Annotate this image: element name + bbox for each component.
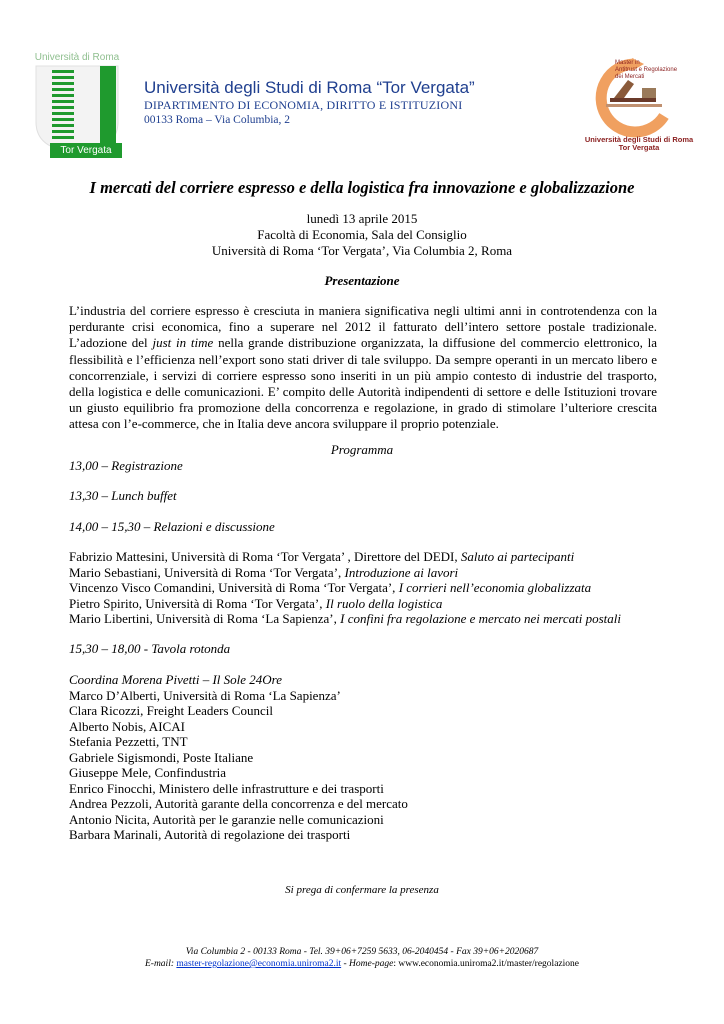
footer-contact: Via Columbia 2 - 00133 Roma - Tel. 39+06+7259 5633, 06-2040454 - Fax 39+06+2020687	[185, 947, 539, 957]
caption-line-2: Tor Vergata	[618, 143, 660, 152]
homepage-url: : www.economia.uniroma2.it/master/regolazione	[393, 959, 579, 969]
speaker-talk: Il ruolo della logistica	[325, 595, 443, 611]
tor-vergata-logo	[32, 52, 122, 158]
program-slot-roundtable: 15,30 – 18,00 - Tavola rotonda	[69, 641, 231, 656]
speaker-name: Pietro Spirito, Università di Roma ‘Tor Vergata’,	[69, 595, 326, 611]
speaker-name: Fabrizio Mattesini, Università di Roma ‘Tor Vergata’ , Direttore del DEDI,	[69, 549, 461, 564]
panelist: Marco D’Alberti, Università di Roma ‘La Sapienza’	[69, 687, 341, 703]
master-line-2: Antitrust e Regolazione	[615, 67, 678, 73]
speaker-row	[69, 611, 621, 627]
speaker-talk: Introduzione ai lavori	[344, 564, 459, 580]
logo-university-text: Università di Roma	[34, 52, 120, 63]
footer-links	[40, 958, 684, 970]
speaker-row	[69, 596, 621, 612]
logo-tor-vergata-label: Tor Vergata	[50, 143, 122, 158]
department-name: DIPARTIMENTO DI ECONOMIA, DIRITTO E ISTITUZIONI	[144, 98, 463, 112]
speaker-row	[69, 580, 621, 596]
event-date: lunedì 13 aprile 2015	[306, 211, 418, 226]
program-heading: Programma	[330, 442, 394, 457]
presentation-text	[69, 303, 657, 433]
presentation-heading: Presentazione	[324, 273, 400, 288]
master-line-3: dei Mercati	[615, 74, 645, 80]
speaker-row	[69, 549, 621, 565]
university-title: Università degli Studi di Roma “Tor Vergata”	[144, 78, 475, 97]
master-line-1: Master in	[615, 60, 640, 66]
speaker-name: Mario Sebastiani, Università di Roma ‘Tor Vergata’,	[69, 564, 345, 580]
speakers-list	[69, 549, 621, 627]
program-slot-talks: 14,00 – 15,30 – Relazioni e discussione	[69, 519, 275, 534]
panelist: Enrico Finocchi, Ministero delle infrastrutture e dei trasporti	[69, 780, 384, 796]
panelist: Antonio Nicita, Autorità per le garanzie nelle comunicazioni	[69, 811, 384, 827]
moderator: Coordina Morena Pivetti – Il Sole 24Ore	[69, 672, 283, 687]
panelist: Clara Ricozzi, Freight Leaders Council	[69, 703, 273, 718]
presentation-text-part-1: L’industria del corriere espresso è cresciuta in maniera significativa negli ultimi anni in controtendenza con la perdurante crisi economica, fino a superare nel 2012 il fatturato dell’intero settore postale tradizionale. L’adozione del	[69, 303, 657, 351]
event-location: Università di Roma ‘Tor Vergata’, Via Columbia 2, Roma	[211, 243, 513, 258]
footer	[40, 946, 684, 970]
email-link[interactable]: master-regolazione@economia.uniroma2.it	[176, 959, 342, 969]
speaker-name: Vincenzo Visco Comandini, Università di Roma ‘Tor Vergata’,	[69, 580, 399, 595]
event-venue: Facoltà di Economia, Sala del Consiglio	[257, 227, 467, 242]
caption-line-1: Università degli Studi di Roma	[584, 135, 694, 144]
homepage-label: - Home-page	[341, 959, 394, 969]
speaker-talk: I confini fra regolazione e mercato nei mercati postali	[340, 611, 622, 626]
panelist: Andrea Pezzoli, Autorità garante della concorrenza e del mercato	[69, 796, 408, 811]
master-title	[615, 60, 677, 81]
event-title: I mercati del corriere espresso e della logistica fra innovazione e globalizzazione	[89, 178, 635, 197]
letterhead	[144, 78, 564, 128]
speaker-talk: Saluto ai partecipanti	[460, 549, 575, 564]
speaker-name: Mario Libertini, Università di Roma ‘La Sapienza’,	[69, 611, 341, 626]
program-slot-registration: 13,00 – Registrazione	[69, 458, 183, 473]
panelist: Giuseppe Mele, Confindustria	[69, 765, 227, 780]
panelist: Barbara Marinali, Autorità di regolazione dei trasporti	[69, 827, 351, 842]
presentation-text-part-2: nella grande distribuzione organizzata, la diffusione del commercio elettronico, la flessibilità e l’efficienza nell’export sono stati driver di tale sviluppo. Da sempre operanti in un mercato libero e concorrenziale, i servizi di corriere espresso sono inseriti in un più ampio contesto di industrie del trasporto, della logistica e delle comunicazioni. E’ compito delle Autorità indipendenti di settore e delle Istituzioni trovare un giusto equilibrio fra promozione della concorrenza e regolazione, in grado di stimolare l’ulteriore crescita attesa con l’e-commerce, che in Italia deve ancora sviluppare il proprio potenziale.	[69, 335, 657, 432]
speaker-talk: I corrieri nell’economia globalizzata	[398, 580, 592, 595]
event-info	[40, 211, 684, 259]
master-logo-caption	[584, 136, 694, 152]
rsvp-note: Si prega di confermare la presenza	[285, 884, 439, 896]
master-antitrust-logo	[584, 58, 694, 158]
speaker-row	[69, 565, 621, 581]
email-label: E-mail:	[144, 959, 177, 969]
panelist: Stefania Pezzetti, TNT	[69, 734, 188, 749]
roundtable-list	[69, 672, 408, 843]
department-address: 00133 Roma – Via Columbia, 2	[144, 114, 291, 126]
program-slot-lunch: 13,30 – Lunch buffet	[69, 488, 177, 503]
panelist: Alberto Nobis, AICAI	[69, 718, 185, 734]
panelist: Gabriele Sigismondi, Poste Italiane	[69, 749, 254, 765]
presentation-text-italic: just in time	[152, 335, 214, 351]
